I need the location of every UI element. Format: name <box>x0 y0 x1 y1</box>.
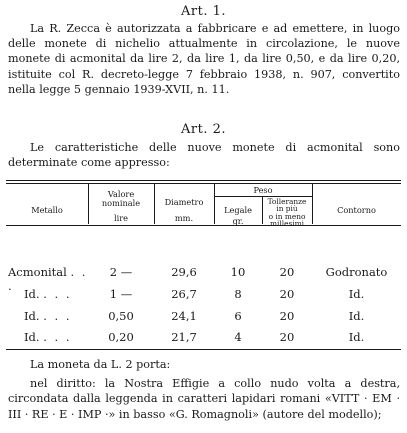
cell-diametro: 26,7 <box>171 287 197 301</box>
cell-tolleranze: 20 <box>279 309 295 323</box>
cell-valore: 0,50 <box>108 309 134 323</box>
cell-valore: 1 — <box>109 287 133 301</box>
header-valore-unit: lire <box>114 213 128 223</box>
cell-legale: 10 <box>230 265 246 279</box>
header-contorno: Contorno <box>337 205 376 215</box>
cell-valore: 0,20 <box>108 330 134 344</box>
cell-legale: 8 <box>234 287 242 301</box>
cell-metallo: Id. . . . <box>24 309 72 323</box>
cell-valore: 2 — <box>109 265 133 279</box>
header-diametro <box>154 198 214 223</box>
cell-legale: 4 <box>234 330 242 344</box>
cell-contorno: Id. <box>348 309 365 323</box>
header-tolleranze-line4: millesimi <box>269 219 304 229</box>
cell-contorno: Id. <box>348 287 365 301</box>
header-peso: Peso <box>253 185 273 195</box>
moneta-section <box>8 357 400 422</box>
article-2-body <box>8 140 400 170</box>
article-1-body <box>8 21 400 97</box>
header-metallo: Metallo <box>31 205 63 215</box>
header-tolleranze-line3: o in meno <box>268 211 306 221</box>
header-valore <box>88 190 154 223</box>
cell-legale: 6 <box>234 309 242 323</box>
cell-tolleranze: 20 <box>279 287 295 301</box>
cell-tolleranze: 20 <box>279 330 295 344</box>
article-1-text: La R. Zecca è autorizzata a fabbricare e ad emettere, in luogo delle monete di nichelio attualmente in circolazione, le nuove monete di acmonital da lire 2, da lire 1, da lire 0,50, e da lire 0,20, istituite col R. decreto-legge 7 febbraio 1938, n. 907, convertito nella legge 5 gennaio 1939-XVII, n. 11. <box>8 22 400 96</box>
cell-metallo: Id. . . . <box>24 287 72 301</box>
article-1-title: Art. 1. <box>181 4 226 19</box>
header-tolleranze-line2: in più <box>276 204 298 214</box>
header-valore-line1: Valore <box>107 189 135 199</box>
cell-metallo: Id. . . . <box>24 330 72 344</box>
header-legale-label: Legale <box>224 205 252 215</box>
table-bottom-rule <box>6 349 401 350</box>
header-diametro-label: Diametro <box>164 197 204 207</box>
cell-metallo: Acmonital . . . <box>8 265 88 293</box>
table-column-divider <box>312 184 313 224</box>
header-diametro-unit: mm. <box>174 213 194 223</box>
header-legale-unit: gr. <box>232 216 244 226</box>
cell-diametro: 29,6 <box>171 265 197 279</box>
article-2-intro: Le caratteristiche delle nuove monete di acmonital sono determinate come appresso: <box>8 141 400 170</box>
cell-diametro: 24,1 <box>171 309 197 323</box>
moneta-diritto: nel diritto: la Nostra Effigie a collo nudo volta a destra, circondata dalla leggenda in caratteri lapidari romani «VITT · EM · III · RE · E · IMP ·» in basso «G. Romagnoli» (autore del modello); <box>8 377 400 421</box>
cell-contorno: Godronato <box>325 265 388 279</box>
cell-tolleranze: 20 <box>279 265 295 279</box>
header-valore-line2: nominale <box>101 198 141 208</box>
header-tolleranze <box>262 198 312 228</box>
cell-diametro: 21,7 <box>171 330 197 344</box>
table-top-rule <box>6 180 401 184</box>
moneta-heading: La moneta da L. 2 porta: <box>30 358 171 371</box>
table-header-bottom-rule <box>6 225 401 226</box>
article-2-title: Art. 2. <box>181 122 226 137</box>
cell-contorno: Id. <box>348 330 365 344</box>
header-legale <box>214 206 262 226</box>
header-tolleranze-line1: Tolleranze <box>267 197 307 206</box>
